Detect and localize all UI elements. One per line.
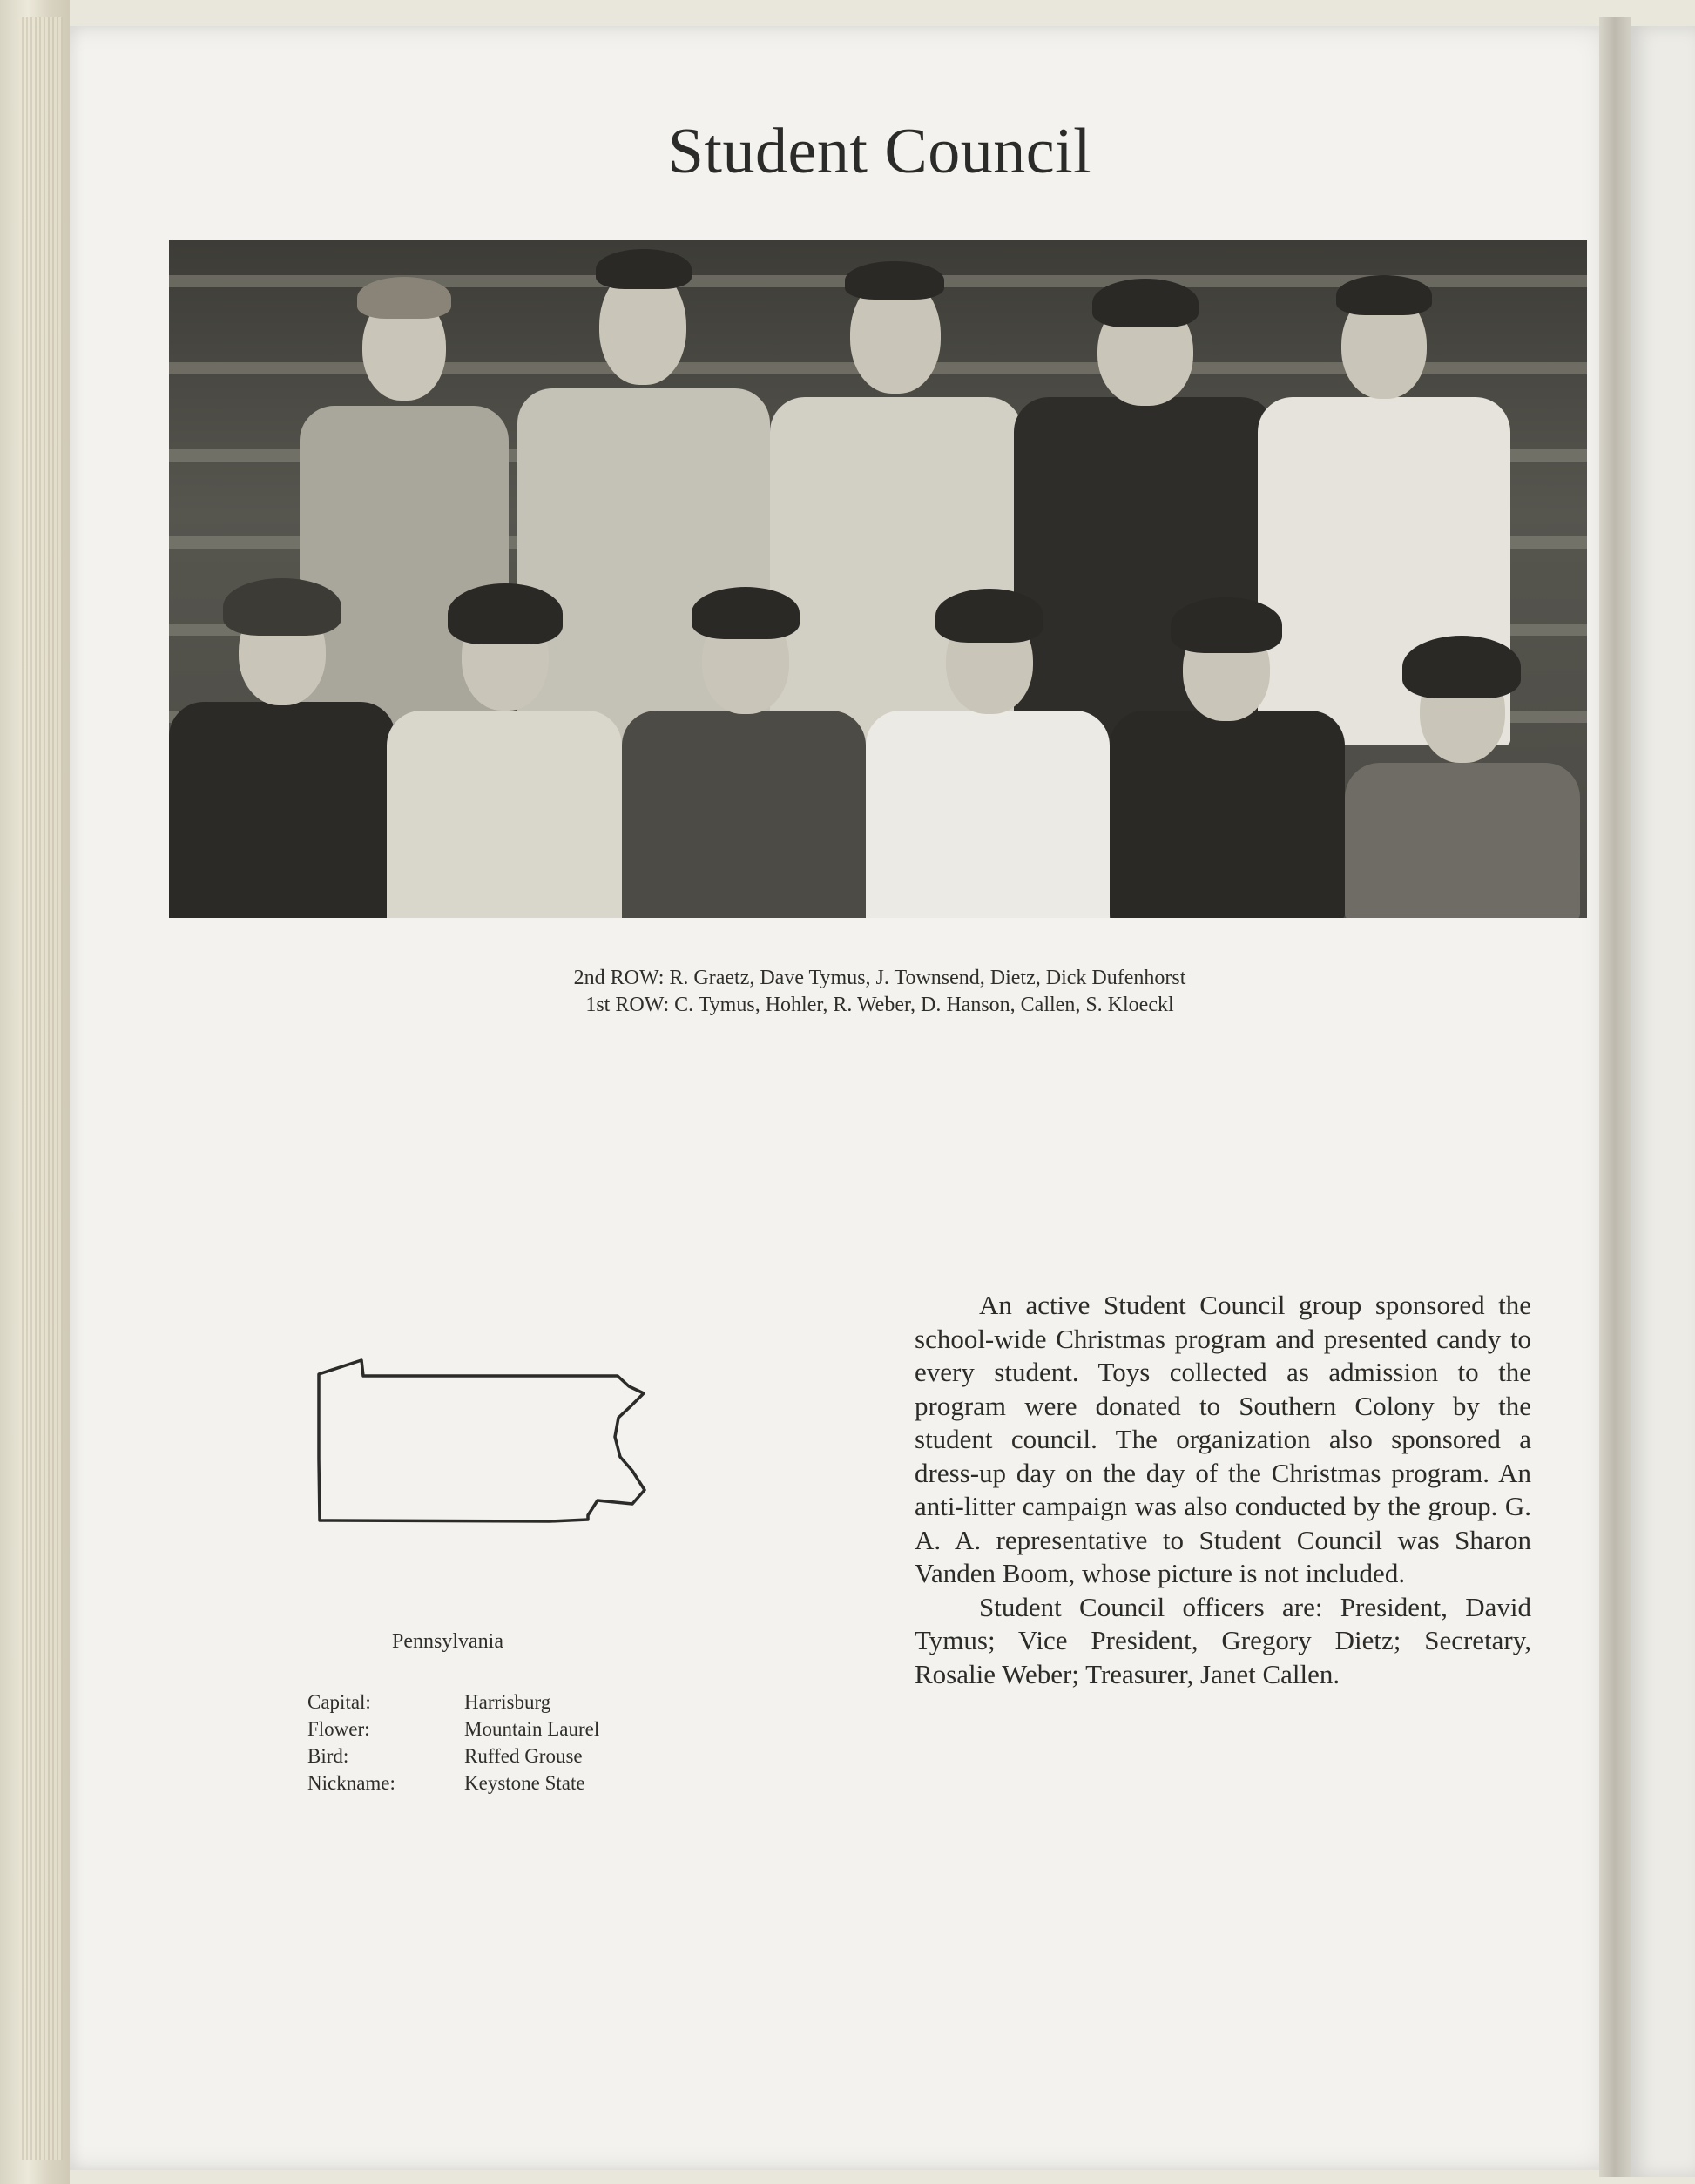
fact-value: Keystone State — [464, 1772, 585, 1794]
page-edges — [19, 17, 63, 2160]
student-front-row — [1345, 624, 1580, 918]
student-front-row — [387, 563, 622, 918]
student-front-row — [169, 563, 395, 918]
article-paragraph: An active Student Council group sponsored the school-wide Christmas program and presented candy to every student. Toys collected as admission to the program were donated to Southern Colony by the student council. The organization also sponsored a dress-up day on the day of the Christmas program. An anti-litter campaign was also conducted by the group. G. A. A. representative to Student Council was Sharon Vanden Boom, whose picture is not included. — [915, 1290, 1531, 1588]
fact-value: Mountain Laurel — [464, 1718, 600, 1740]
pennsylvania-outline-map — [309, 1354, 658, 1563]
fact-value: Ruffed Grouse — [464, 1745, 583, 1767]
fact-value: Harrisburg — [464, 1691, 551, 1713]
book-spine — [0, 0, 70, 2184]
photo-caption-second-row: 2nd ROW: R. Graetz, Dave Tymus, J. Townsend, Dietz, Dick Dufenhorst — [573, 967, 1186, 989]
student-council-group-photo — [169, 240, 1587, 918]
student-front-row — [1110, 571, 1345, 918]
book-gutter — [1599, 17, 1631, 2177]
fact-label: Capital: — [307, 1691, 371, 1713]
state-name: Pennsylvania — [392, 1630, 503, 1653]
next-page-edge — [1631, 26, 1695, 2177]
fact-label: Nickname: — [307, 1772, 395, 1794]
article-paragraph: Student Council officers are: President, David Tymus; Vice President, Gregory Dietz; Secretary, Rosalie Weber; Treasurer, Janet Callen. — [915, 1591, 1531, 1689]
article-body — [915, 1289, 1531, 1691]
photo-caption-first-row: 1st ROW: C. Tymus, Hohler, R. Weber, D. Hanson, Callen, S. Kloeckl — [585, 994, 1174, 1016]
fact-label: Bird: — [307, 1745, 349, 1767]
student-front-row — [866, 563, 1110, 918]
fact-label: Flower: — [307, 1718, 370, 1740]
page-title: Student Council — [667, 116, 1092, 187]
student-front-row — [622, 563, 866, 918]
